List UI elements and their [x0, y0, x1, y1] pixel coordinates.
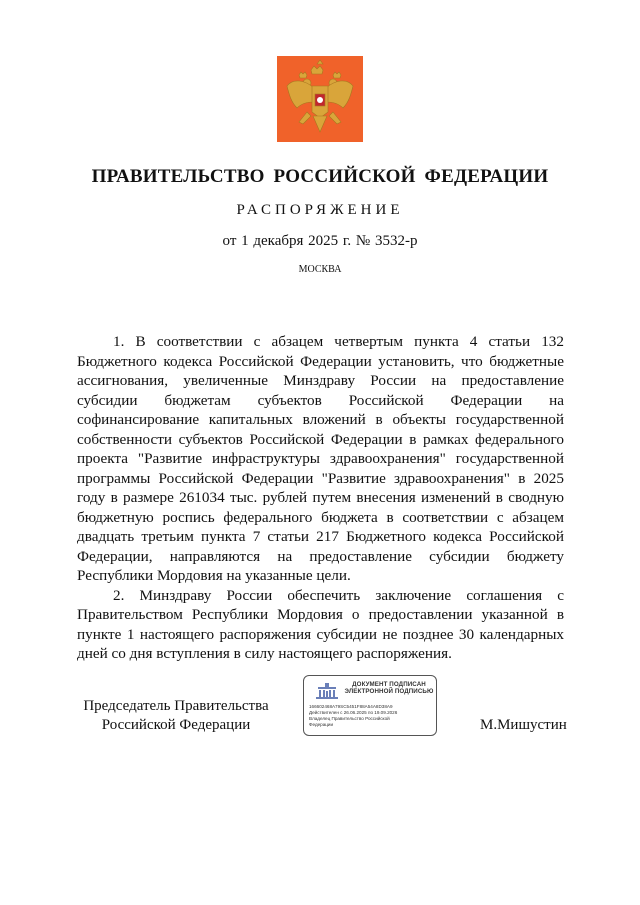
- stamp-title-line2: ЭЛЕКТРОННОЙ ПОДПИСЬЮ: [344, 688, 434, 695]
- stamp-certificate-info: [309, 704, 433, 728]
- stamp-certificate-number: 166602468A79SC5451F88A54A8D38A9: [309, 704, 393, 709]
- document-date-number: от 1 декабря 2025 г. № 3532-р: [222, 233, 418, 249]
- government-title: ПРАВИТЕЛЬСТВО РОССИЙСКОЙ ФЕДЕРАЦИИ: [91, 166, 549, 187]
- stamp-title-line1: ДОКУМЕНТ ПОДПИСАН: [352, 681, 426, 688]
- stamp-owner-line2: Федерации: [309, 722, 334, 727]
- government-building-icon: [314, 682, 340, 700]
- document-body: [77, 332, 564, 664]
- paragraph-2: 2. Минздраву России обеспечить заключение соглашения с Правительством Республики Мордовия о предоставлении указанной в пункте 1 настоящего распоряжения субсидии не позднее 30 календарных дней со дня вступления в силу настоящего распоряжения.: [77, 586, 564, 662]
- signatory-position: [76, 697, 276, 735]
- signatory-position-line2: Российской Федерации: [101, 717, 251, 733]
- coat-of-arms-emblem: [277, 56, 363, 142]
- document-city: МОСКВА: [298, 264, 342, 275]
- stamp-owner-line1: Владелец Правительство Российской: [309, 716, 390, 721]
- document-type: РАСПОРЯЖЕНИЕ: [236, 202, 404, 218]
- coat-of-arms-russia-icon: [277, 56, 363, 142]
- signatory-name: М.Мишустин: [480, 717, 567, 733]
- stamp-title: [344, 681, 434, 695]
- stamp-validity: Действителен с 26.06.2025 по 19.09.2026: [309, 710, 398, 715]
- electronic-signature-stamp: [303, 675, 437, 736]
- signatory-position-line1: Председатель Правительства: [83, 698, 269, 714]
- paragraph-1: 1. В соответствии с абзацем четвертым пункта 4 статьи 132 Бюджетного кодекса Российской Федерации установить, что бюджетные ассигнования, увеличенные Минздраву России на предоставление субсидии бюджетам субъектов Российской Федерации на софинансирование капитальных вложений в объекты государственной собственности субъектов Российской Федерации в рамках федерального проекта "Развитие инфраструктуры здравоохранения" государственной программы Российской Федерации "Развитие здравоохранения" в 2025 году в размере 261034 тыс. рублей путем внесения изменений в сводную бюджетную роспись федерального бюджета в соответствии с абзацем двадцать третьим пункта 7 статьи 217 Бюджетного кодекса Российской Федерации, направляются на предоставление субсидии бюджету Республики Мордовия на указанные цели.: [77, 333, 564, 584]
